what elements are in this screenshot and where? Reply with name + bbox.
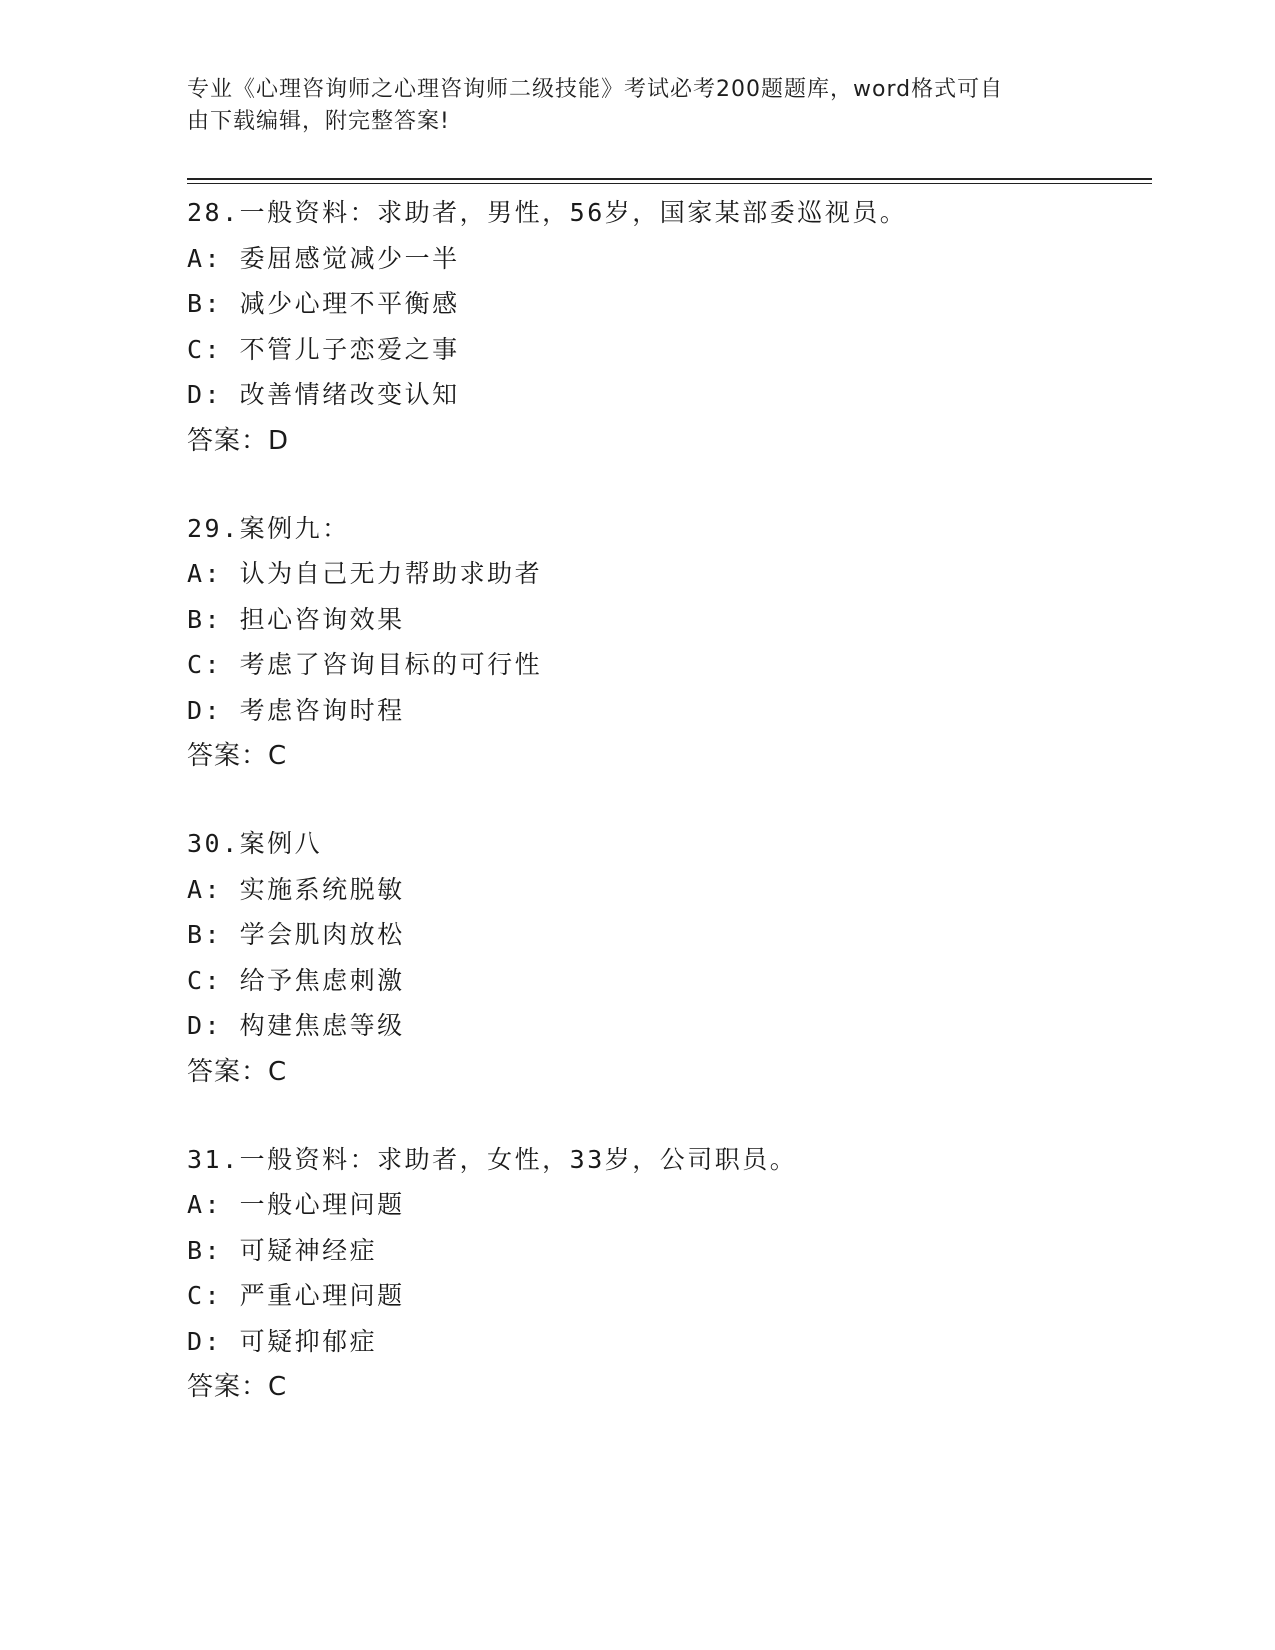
- option-text: 改善情绪改变认知: [239, 380, 460, 409]
- question-31: [187, 1137, 1147, 1411]
- option-a: [187, 867, 1147, 913]
- answer-line: 答案：C: [187, 1372, 288, 1402]
- answer-line: 答案：D: [187, 425, 290, 456]
- option-text: 实施系统脱敏: [239, 874, 405, 904]
- option-letter: A:: [187, 874, 223, 904]
- option-c: [187, 958, 1147, 1004]
- option-text: 认为自己无力帮助求助者: [239, 559, 543, 588]
- option-text: 可疑神经症: [239, 1235, 378, 1265]
- option-letter: B:: [187, 604, 223, 634]
- option-text: 考虑了咨询目标的可行性: [239, 650, 543, 679]
- header-divider-thick: [187, 178, 1152, 180]
- question-stem: 28.一般资料：求助者，男性，56岁，国家某部委巡视员。: [187, 198, 908, 227]
- option-c: [187, 1273, 1147, 1319]
- option-letter: B:: [187, 289, 223, 318]
- option-b: [187, 1228, 1147, 1274]
- option-letter: B:: [187, 1235, 223, 1265]
- option-b: [187, 597, 1147, 643]
- option-letter: D:: [187, 1011, 223, 1040]
- option-letter: D:: [187, 1326, 223, 1356]
- option-b: [187, 281, 1147, 327]
- question-stem: 30.案例八: [187, 829, 323, 858]
- question-30: [187, 821, 1147, 1095]
- question-29: [187, 506, 1147, 780]
- option-d: [187, 1003, 1147, 1049]
- option-letter: B:: [187, 920, 223, 949]
- option-letter: D:: [187, 380, 223, 409]
- option-letter: A:: [187, 1190, 223, 1219]
- question-28: [187, 190, 1147, 464]
- option-b: [187, 912, 1147, 958]
- option-d: [187, 1319, 1147, 1365]
- header-line-1: 专业《心理咨询师之心理咨询师二级技能》考试必考200题题库，word格式可自: [187, 77, 1004, 102]
- question-stem: 29.案例九：: [187, 513, 350, 543]
- document-header: [187, 74, 1087, 138]
- option-text: 学会肌肉放松: [239, 920, 405, 949]
- option-a: [187, 551, 1147, 597]
- option-a: [187, 1182, 1147, 1228]
- option-text: 构建焦虑等级: [239, 1011, 405, 1040]
- option-text: 可疑抑郁症: [239, 1326, 378, 1356]
- option-text: 担心咨询效果: [239, 604, 405, 634]
- option-text: 考虑咨询时程: [239, 695, 405, 725]
- option-c: [187, 327, 1147, 373]
- option-letter: C:: [187, 334, 223, 364]
- question-stem: 31.一般资料：求助者，女性，33岁，公司职员。: [187, 1144, 798, 1174]
- question-list: [187, 190, 1147, 1452]
- option-text: 严重心理问题: [239, 1281, 405, 1310]
- header-line-2: 由下载编辑，附完整答案!: [187, 109, 450, 134]
- option-a: [187, 236, 1147, 282]
- option-letter: C:: [187, 965, 223, 995]
- option-text: 一般心理问题: [239, 1190, 405, 1219]
- option-text: 不管儿子恋爱之事: [239, 334, 460, 364]
- option-letter: C:: [187, 1281, 223, 1310]
- answer-line: 答案：C: [187, 1056, 288, 1087]
- header-divider-thin: [187, 183, 1152, 184]
- option-d: [187, 372, 1147, 418]
- option-letter: A:: [187, 559, 223, 588]
- option-letter: C:: [187, 650, 223, 679]
- option-c: [187, 642, 1147, 688]
- option-d: [187, 688, 1147, 734]
- option-letter: D:: [187, 695, 223, 725]
- option-text: 委屈感觉减少一半: [239, 243, 460, 273]
- answer-line: 答案：C: [187, 741, 288, 771]
- option-letter: A:: [187, 243, 223, 273]
- option-text: 减少心理不平衡感: [239, 289, 460, 318]
- option-text: 给予焦虑刺激: [239, 965, 405, 995]
